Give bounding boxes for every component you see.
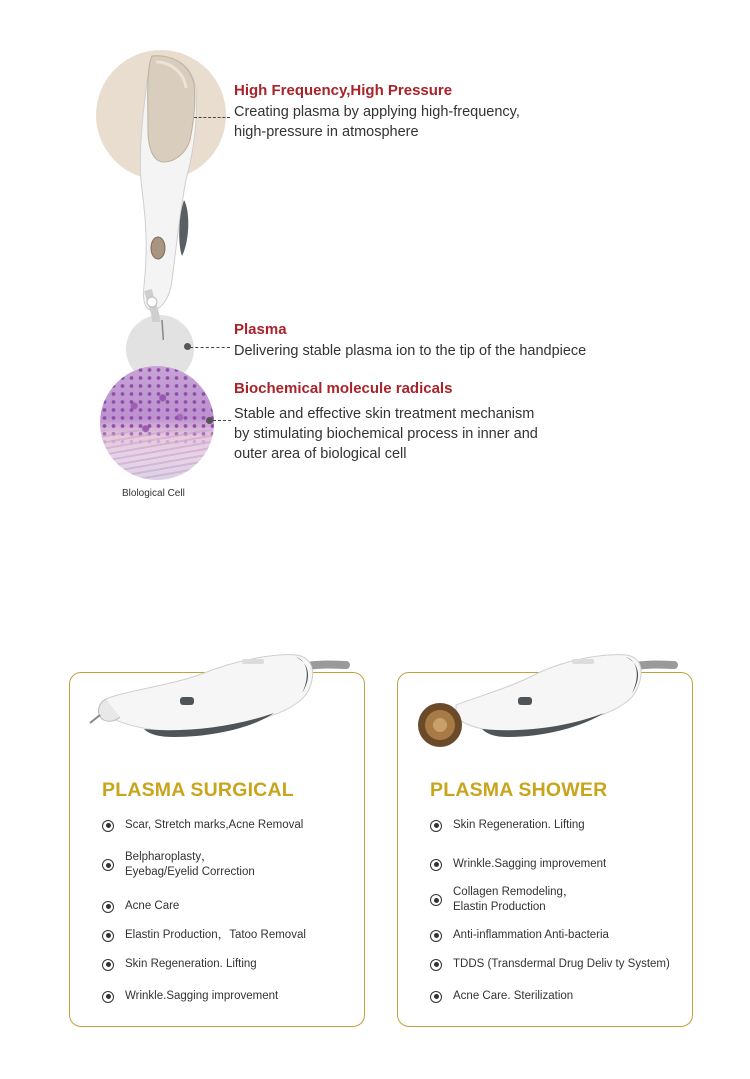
leader-line-biochemical (213, 420, 231, 421)
card-title-plasma-surgical: PLASMA SURGICAL (102, 779, 294, 801)
radio-bullet-icon (430, 991, 442, 1003)
radio-bullet-icon (102, 901, 114, 913)
plasma-shower-handpiece-image (412, 651, 682, 759)
feature-desc-biochemical: Stable and effective skin treatment mechanism by stimulating biochemical process in inner and outer area of biological cell (234, 406, 538, 462)
radio-bullet-icon (102, 930, 114, 942)
card-plasma-surgical (69, 672, 365, 1027)
plasma-handpiece-illustration (90, 50, 210, 340)
radio-bullet-icon (430, 930, 442, 942)
feature-title-high-frequency: High Frequency,High Pressure (234, 82, 453, 99)
feature-desc-plasma: Delivering stable plasma ion to the tip of the handpiece (234, 343, 587, 359)
leader-dot-biochemical (206, 417, 213, 424)
list-item: TDDS (Transdermal Drug Deliv ty System) (430, 957, 692, 972)
radio-bullet-icon (102, 959, 114, 971)
biological-cell-image (100, 366, 214, 480)
plasma-surgical-handpiece-image (84, 651, 354, 759)
card-plasma-shower (397, 672, 693, 1027)
list-item: Acne Care (102, 899, 364, 914)
radio-bullet-icon (430, 859, 442, 871)
list-item: Collagen Remodeling， Elastin Production (430, 885, 692, 915)
list-item: Anti-inflammation Anti-bacteria (430, 928, 692, 943)
radio-bullet-icon (102, 991, 114, 1003)
card-title-plasma-shower: PLASMA SHOWER (430, 779, 608, 801)
radio-bullet-icon (430, 820, 442, 832)
list-item: Acne Care. Sterilization (430, 989, 692, 1004)
radio-bullet-icon (102, 859, 114, 871)
feature-title-biochemical: Biochemical molecule radicals (234, 380, 453, 397)
list-item: Wrinkle.Sagging improvement (430, 857, 692, 872)
feature-title-plasma: Plasma (234, 321, 287, 338)
cell-caption: Blological Cell (122, 488, 185, 499)
radio-bullet-icon (430, 959, 442, 971)
list-item: Elastin Production，Tatoo Removal (102, 928, 364, 943)
radio-bullet-icon (102, 820, 114, 832)
list-item: Scar, Stretch marks,Acne Removal (102, 818, 364, 833)
list-item: Wrinkle.Sagging improvement (102, 989, 364, 1004)
leader-line-high-frequency (194, 117, 230, 118)
feature-desc-high-frequency: Creating plasma by applying high-frequency, high-pressure in atmosphere (234, 104, 520, 140)
list-item: Skin Regeneration. Lifting (430, 818, 692, 833)
radio-bullet-icon (430, 894, 442, 906)
list-item: Belpharoplasty， Eyebag/Eyelid Correction (102, 850, 364, 880)
list-item: Skin Regeneration. Lifting (102, 957, 364, 972)
leader-line-plasma (190, 347, 230, 348)
